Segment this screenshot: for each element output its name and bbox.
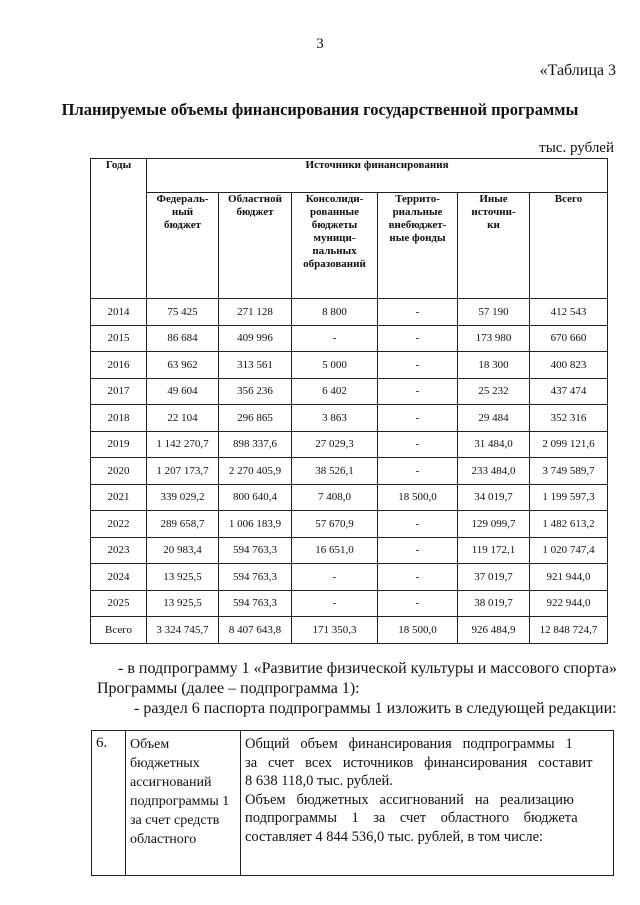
value-cell: 296 865	[219, 405, 292, 432]
value-cell: -	[378, 299, 458, 326]
column-header: Федераль- ный бюджет	[147, 193, 219, 299]
value-cell: 12 848 724,7	[530, 617, 608, 644]
value-cell: 898 337,6	[219, 431, 292, 458]
value-cell: 34 019,7	[458, 484, 530, 511]
passport-text-line-4: Объем бюджетных ассигнований на реализацию	[245, 791, 574, 808]
value-cell: 1 207 173,7	[147, 458, 219, 485]
passport-text-line-2: за счет всех источников финансирования составит	[245, 754, 593, 771]
value-cell: 29 484	[458, 405, 530, 432]
value-cell: 1 006 183,9	[219, 511, 292, 538]
value-cell: 1 199 597,3	[530, 484, 608, 511]
value-cell: 129 099,7	[458, 511, 530, 538]
table-row	[91, 299, 608, 326]
passport-text-line-5: подпрограммы 1 за счет областного бюджета	[245, 810, 578, 827]
value-cell: 412 543	[530, 299, 608, 326]
value-cell: 926 484,9	[458, 617, 530, 644]
value-cell: 31 484,0	[458, 431, 530, 458]
value-cell: 18 500,0	[378, 617, 458, 644]
value-cell: 5 000	[292, 352, 378, 379]
value-cell: 37 019,7	[458, 564, 530, 591]
table-row	[91, 511, 608, 538]
passport-text-line-6: составляет 4 844 536,0 тыс. рублей, в том числе:	[245, 828, 544, 845]
value-cell: 594 763,3	[219, 590, 292, 617]
value-cell: 18 500,0	[378, 484, 458, 511]
table-row	[91, 590, 608, 617]
value-cell: 7 408,0	[292, 484, 378, 511]
value-cell: 20 983,4	[147, 537, 219, 564]
table-row	[91, 352, 608, 379]
value-cell: -	[378, 431, 458, 458]
value-cell: -	[378, 564, 458, 591]
value-cell: 670 660	[530, 325, 608, 352]
table-row	[91, 378, 608, 405]
year-cell: 2022	[91, 511, 147, 538]
value-cell: 2 270 405,9	[219, 458, 292, 485]
value-cell: 6 402	[292, 378, 378, 405]
column-header: Всего	[530, 193, 608, 299]
value-cell: 922 944,0	[530, 590, 608, 617]
table-row	[91, 564, 608, 591]
value-cell: 2 099 121,6	[530, 431, 608, 458]
table-row	[91, 537, 608, 564]
value-cell: 8 800	[292, 299, 378, 326]
value-cell: 1 142 270,7	[147, 431, 219, 458]
year-header: Годы	[91, 159, 147, 299]
value-cell: 921 944,0	[530, 564, 608, 591]
value-cell: 38 526,1	[292, 458, 378, 485]
value-cell: 1 020 747,4	[530, 537, 608, 564]
value-cell: 25 232	[458, 378, 530, 405]
value-cell: 271 128	[219, 299, 292, 326]
column-header: Иные источни- ки	[458, 193, 530, 299]
table-row	[91, 431, 608, 458]
table-row	[91, 617, 608, 644]
value-cell: 27 029,3	[292, 431, 378, 458]
value-cell: -	[378, 325, 458, 352]
page-number: 3	[316, 36, 324, 52]
column-header: Областной бюджет	[219, 193, 292, 299]
value-cell: -	[292, 325, 378, 352]
value-cell: 171 350,3	[292, 617, 378, 644]
year-cell: 2023	[91, 537, 147, 564]
value-cell: -	[292, 590, 378, 617]
value-cell: 22 104	[147, 405, 219, 432]
value-cell: -	[378, 511, 458, 538]
column-header: Консолиди- рованные бюджеты муници- пальных образований	[292, 193, 378, 299]
paragraph-subprogram-1: - в подпрограмму 1 «Развитие физической культуры и массового спорта»	[118, 660, 617, 677]
value-cell: 13 925,5	[147, 564, 219, 591]
value-cell: 57 670,9	[292, 511, 378, 538]
value-cell: 3 749 589,7	[530, 458, 608, 485]
sources-header: Источники финансирования	[147, 159, 608, 193]
value-cell: 233 484,0	[458, 458, 530, 485]
paragraph-subprogram-1-cont: Программы (далее – подпрограмма 1):	[97, 680, 360, 697]
value-cell: 57 190	[458, 299, 530, 326]
year-cell: 2014	[91, 299, 147, 326]
value-cell: 3 324 745,7	[147, 617, 219, 644]
value-cell: 16 651,0	[292, 537, 378, 564]
value-cell: 594 763,3	[219, 537, 292, 564]
financing-table	[90, 158, 608, 644]
value-cell: 18 300	[458, 352, 530, 379]
column-header: Террито- риальные внебюджет- ные фонды	[378, 193, 458, 299]
value-cell: 352 316	[530, 405, 608, 432]
table-caption: «Таблица 3	[539, 62, 616, 79]
value-cell: 800 640,4	[219, 484, 292, 511]
value-cell: 38 019,7	[458, 590, 530, 617]
value-cell: 594 763,3	[219, 564, 292, 591]
value-cell: 313 561	[219, 352, 292, 379]
passport-row	[92, 731, 614, 876]
value-cell: 119 172,1	[458, 537, 530, 564]
passport-text-line-3: 8 638 118,0 тыс. рублей.	[245, 773, 393, 790]
value-cell: 356 236	[219, 378, 292, 405]
year-cell: 2017	[91, 378, 147, 405]
value-cell: 173 980	[458, 325, 530, 352]
passport-row-number: 6.	[92, 731, 126, 876]
value-cell: -	[378, 405, 458, 432]
value-cell: 437 474	[530, 378, 608, 405]
value-cell: 409 996	[219, 325, 292, 352]
value-cell: 3 863	[292, 405, 378, 432]
year-cell: 2015	[91, 325, 147, 352]
value-cell: 75 425	[147, 299, 219, 326]
page-title: Планируемые объемы финансирования государственной программы	[61, 100, 579, 119]
value-cell: 49 604	[147, 378, 219, 405]
passport-label-text: Объем бюджетных ассигнований подпрограммы 1 за счет средств областного	[130, 737, 230, 847]
value-cell: 400 823	[530, 352, 608, 379]
value-cell: -	[378, 537, 458, 564]
year-cell: 2020	[91, 458, 147, 485]
year-cell: 2018	[91, 405, 147, 432]
year-cell: 2025	[91, 590, 147, 617]
passport-text-line-1: Общий объем финансирования подпрограммы 1	[245, 736, 573, 752]
value-cell: 339 029,2	[147, 484, 219, 511]
table-row	[91, 484, 608, 511]
table-row	[91, 458, 608, 485]
year-cell: 2016	[91, 352, 147, 379]
year-cell: 2019	[91, 431, 147, 458]
paragraph-section-6: - раздел 6 паспорта подпрограммы 1 изложить в следующей редакции:	[134, 700, 617, 717]
value-cell: 289 658,7	[147, 511, 219, 538]
year-cell: Всего	[91, 617, 147, 644]
table-row	[91, 405, 608, 432]
value-cell: -	[378, 458, 458, 485]
passport-row-text	[241, 731, 614, 876]
unit-label: тыс. рублей	[539, 140, 614, 156]
value-cell: 1 482 613,2	[530, 511, 608, 538]
value-cell: -	[378, 378, 458, 405]
passport-table	[91, 730, 614, 876]
year-cell: 2024	[91, 564, 147, 591]
passport-row-label	[126, 731, 241, 876]
value-cell: -	[378, 590, 458, 617]
value-cell: -	[292, 564, 378, 591]
value-cell: 86 684	[147, 325, 219, 352]
value-cell: 13 925,5	[147, 590, 219, 617]
value-cell: 63 962	[147, 352, 219, 379]
year-cell: 2021	[91, 484, 147, 511]
value-cell: 8 407 643,8	[219, 617, 292, 644]
table-row	[91, 325, 608, 352]
value-cell: -	[378, 352, 458, 379]
